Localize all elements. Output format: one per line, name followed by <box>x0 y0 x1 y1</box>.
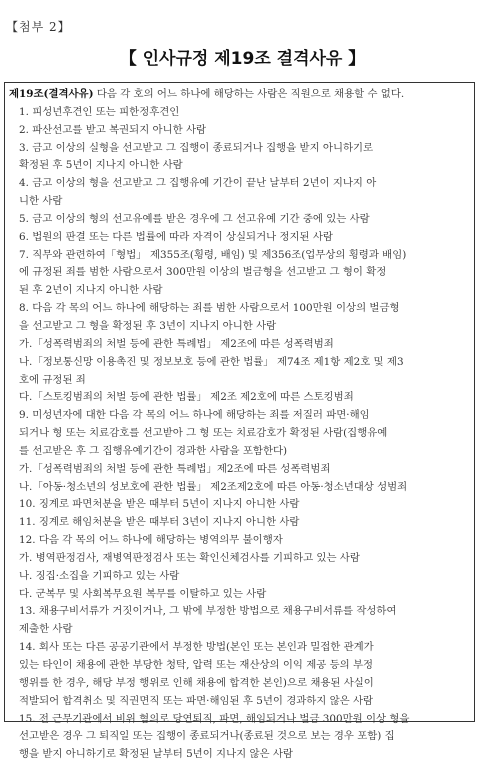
article-line <box>9 211 470 229</box>
article-line <box>9 389 470 407</box>
article-line-text: 다음 각 호의 어느 하나에 해당하는 사람은 직원으로 채용할 수 없다. <box>93 88 405 100</box>
article-line-text: 니한 사람 <box>19 195 63 208</box>
article-line-text: 나.「정보통신망 이용촉진 및 정보보호 등에 관한 법률」 제74조 제1항 제2호 및 제3 <box>19 355 404 368</box>
article-line <box>9 425 470 443</box>
article-line-text: 6. 법원의 판결 또는 다른 법률에 따라 자격이 상실되거나 정지된 사람 <box>19 230 333 243</box>
article-lead-label: 제19조(결격사유) <box>9 88 94 100</box>
article-lead-line <box>9 86 470 104</box>
article-line-text: 나.「아동·청소년의 성보호에 관한 법률」 제2조제2호에 따른 아동·청소년대상 성범죄 <box>19 480 408 493</box>
article-line <box>9 407 470 425</box>
article-line <box>9 354 470 372</box>
article-line <box>9 532 470 550</box>
article-line-text: 12. 다음 각 목의 어느 하나에 해당하는 병역의무 불이행자 <box>19 534 283 547</box>
article-line <box>9 193 470 211</box>
article-line <box>9 621 470 639</box>
article-line <box>9 550 470 568</box>
article-line-text: 4. 금고 이상의 형을 선고받고 그 집행유예 기간이 끝난 날부터 2년이 지나지 아 <box>19 177 377 190</box>
article-line <box>9 711 470 729</box>
article-line <box>9 443 470 461</box>
article-line-text: 9. 미성년자에 대한 다음 각 목의 어느 하나에 해당하는 죄를 저질러 파면·해임 <box>19 409 370 422</box>
article-line <box>9 318 470 336</box>
article-line-text: 13. 채용구비서류가 거짓이거나, 그 밖에 부정한 방법으로 채용구비서류를 작성하여 <box>19 605 397 618</box>
article-line-text: 8. 다음 각 목의 어느 하나에 해당하는 죄를 범한 사람으로서 100만원 이상의 벌금형 <box>19 302 400 315</box>
article-line <box>9 372 470 390</box>
article-line <box>9 300 470 318</box>
article-line <box>9 728 470 746</box>
article-line-text: 7. 직무와 관련하여「형법」 제355조(횡령, 배임) 및 제356조(업무상의 횡령과 배임) <box>19 248 407 261</box>
attachment-label: 【첨부 2】 <box>6 20 71 34</box>
article-line-text: 가.「성폭력범죄의 처벌 등에 관한 특례법」제2조에 따른 성폭력범죄 <box>19 462 331 475</box>
article-line-text: 되거나 형 또는 치료감호를 선고받아 그 형 또는 치료감호가 확정된 사람(집행유예 <box>19 427 388 440</box>
article-line-text: 15. 전 근무기관에서 비위 혐의로 당연퇴직, 파면, 해임되거나 벌금 300만원 이상 형을 <box>19 712 410 725</box>
article-line-text: 10. 징계로 파면처분을 받은 때부터 5년이 지나지 아니한 사람 <box>19 498 300 511</box>
article-line-text: 행위를 한 경우, 해당 부정 행위로 인해 채용에 합격한 본인)으로 채용된 사실이 <box>19 676 374 689</box>
article-line-text: 3. 금고 이상의 실형을 선고받고 그 집행이 종료되거나 집행을 받지 아니하기로 <box>19 141 374 154</box>
article-line-text: 행을 받지 아니하기로 확정된 날부터 5년이 지나지 않은 사람 <box>19 748 293 761</box>
article-line-text: 14. 회사 또는 다른 공공기관에서 부정한 방법(본인 또는 본인과 밀접한 관계가 <box>19 641 374 654</box>
article-line <box>9 496 470 514</box>
article-line-text: 다. 군복무 및 사회복무요원 복무를 이탈하고 있는 사람 <box>19 587 267 600</box>
article-line-text: 를 선고받은 후 그 집행유예기간이 경과한 사람을 포함한다) <box>19 444 288 457</box>
article-line <box>9 568 470 586</box>
article-line-text: 5. 금고 이상의 형의 선고유예를 받은 경우에 그 선고유예 기간 중에 있는 사람 <box>19 212 370 225</box>
article-line <box>9 175 470 193</box>
article-line-text: 에 규정된 죄를 범한 사람으로서 300만원 이상의 벌금형을 선고받고 그 형이 확정 <box>19 266 387 279</box>
article-line-text: 제출한 사람 <box>19 623 73 636</box>
article-line <box>9 461 470 479</box>
article-line <box>9 122 470 140</box>
article-line <box>9 104 470 122</box>
article-line <box>9 479 470 497</box>
article-line <box>9 693 470 711</box>
article-line-text: 된 후 2년이 지나지 아니한 사람 <box>19 284 163 297</box>
article-line-text: 1. 피성년후견인 또는 피한정후견인 <box>19 105 180 118</box>
article-line <box>9 336 470 354</box>
article-line <box>9 639 470 657</box>
article-line <box>9 282 470 300</box>
article-line <box>9 603 470 621</box>
article-line-text: 다.「스토킹범죄의 처벌 등에 관한 법률」 제2조 제2호에 따른 스토킹범죄 <box>19 391 354 404</box>
article-line <box>9 247 470 265</box>
article-line-text: 가.「성폭력범죄의 처벌 등에 관한 특례법」 제2조에 따른 성폭력범죄 <box>19 337 334 350</box>
article-line-text: 11. 징계로 해임처분을 받은 때부터 3년이 지나지 아니한 사람 <box>19 516 300 529</box>
article-line-text: 있는 타인이 채용에 관한 부당한 청탁, 압력 또는 재산상의 이익 제공 등의 부정 <box>19 659 374 671</box>
article-line-text: 확정된 후 5년이 지나지 아니한 사람 <box>19 159 183 172</box>
article-content-box <box>4 82 475 761</box>
article-line-text: 나. 징집·소집을 기피하고 있는 사람 <box>19 569 180 582</box>
article-line <box>9 264 470 282</box>
article-line <box>9 586 470 604</box>
article-line-text: 적발되어 합격취소 및 직권면직 또는 파면·해임된 후 5년이 경과하지 않은 사람 <box>19 694 374 707</box>
article-line-text: 선고받은 경우 그 퇴직일 또는 집행이 종료되거나(종료된 것으로 보는 경우 포함) 집 <box>19 730 395 743</box>
article-line <box>9 675 470 693</box>
article-line <box>9 657 470 675</box>
article-line <box>9 746 470 764</box>
article-line <box>9 157 470 175</box>
article-line-text: 을 선고받고 그 형을 확정된 후 3년이 지나지 아니한 사람 <box>19 319 277 332</box>
article-line <box>9 229 470 247</box>
article-line <box>9 140 470 158</box>
article-line-text: 2. 파산선고를 받고 복권되지 아니한 사람 <box>19 123 207 136</box>
article-line-text: 호에 규정된 죄 <box>19 373 86 386</box>
article-line <box>9 514 470 532</box>
article-line-text: 가. 병역판정검사, 재병역판정검사 또는 확인신체검사를 기피하고 있는 사람 <box>19 551 360 564</box>
document-title: 【 인사규정 제19조 결격사유 】 <box>119 49 366 69</box>
